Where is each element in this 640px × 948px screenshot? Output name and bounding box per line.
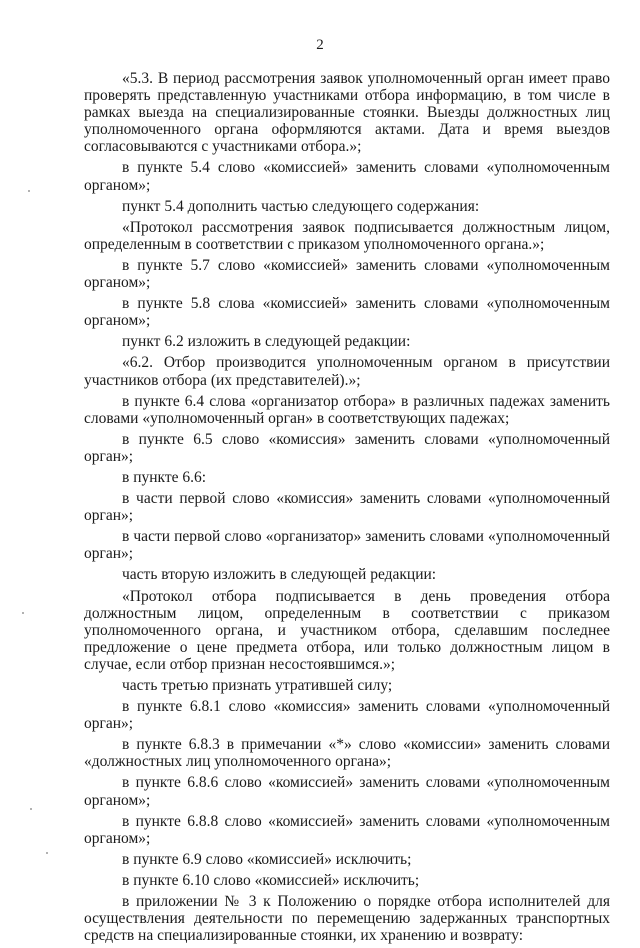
paragraph-6-2-intro: пункт 6.2 изложить в следующей редакции: — [122, 333, 411, 351]
paragraph-6-8-8-amendment: в пункте 6.8.8 слово «комиссией» заменить словами «уполномоченным органом»; — [84, 812, 610, 847]
scan-speck — [22, 612, 24, 614]
paragraph-appendix-3: в приложении № 3 к Положению о порядке отбора исполнителей для осуществления деятельности по перемещению задержанных транспортных средств на специализированные стоянки, их хранению и возврату: — [84, 893, 610, 945]
paragraph-6-4-amendment: в пункте 6.4 слова «организатор отбора» в различных падежах заменить словами «уполномоченный орган» в соответствующих падежах; — [84, 392, 610, 427]
paragraph-5-7-amendment: в пункте 5.7 слово «комиссией» заменить словами «уполномоченным органом»; — [84, 256, 610, 292]
paragraph-5-4-addition: пункт 5.4 дополнить частью следующего содержания: — [122, 197, 480, 215]
paragraph-6-9-amendment: в пункте 6.9 слово «комиссией» исключить; — [122, 850, 412, 868]
paragraph-protocol-selection: «Протокол отбора подписывается в день проведения отбора должностным лицом, определенным в соответствии с приказом уполномоченного органа, и участником отбора, сделавшим последнее предложение о цене предмета отбора, или только должностным лицом в случае, если отбор признан несостоявшимся.»; — [84, 587, 610, 673]
page-number: 2 — [316, 37, 324, 53]
paragraph-6-6-part3: часть третью признать утратившей силу; — [122, 677, 393, 694]
paragraph-5-4-amendment: в пункте 5.4 слово «комиссией» заменить словами «уполномоченным органом»; — [84, 159, 610, 194]
paragraph-6-10-amendment: в пункте 6.10 слово «комиссией» исключить; — [122, 871, 420, 889]
scan-speck — [46, 852, 48, 854]
paragraph-5-3-text: «5.3. В период рассмотрения заявок уполномоченный орган имеет право проверять представленную участниками отбора информацию, в том числе в рамках выезда на специализированные стоянки. Выезды должностных лиц уполномоченного органа оформляются актами. Дата и время выездов согласовываются с участниками отбора.»; — [84, 70, 610, 156]
paragraph-6-6-part2-intro: часть вторую изложить в следующей редакции: — [122, 566, 437, 584]
paragraph-5-8-amendment: в пункте 5.8 слова «комиссией» заменить словами «уполномоченным органом»; — [84, 295, 610, 330]
document-body — [84, 70, 610, 948]
paragraph-protocol-review: «Протокол рассмотрения заявок подписывается должностным лицом, определенным в соответствии с приказом уполномоченного органа.»; — [84, 218, 610, 253]
paragraph-6-8-1-amendment: в пункте 6.8.1 слово «комиссия» заменить словами «уполномоченный орган»; — [84, 698, 610, 733]
paragraph-6-8-3-amendment: в пункте 6.8.3 в примечании «*» слово «комиссии» заменить словами «должностных лиц уполномоченного органа»; — [84, 736, 610, 771]
paragraph-6-6-part1-organizer: в части первой слово «организатор» заменить словами «уполномоченный орган»; — [84, 528, 610, 563]
paragraph-6-2-text: «6.2. Отбор производится уполномоченным органом в присутствии участников отбора (их представителей).»; — [84, 354, 610, 389]
paragraph-6-5-amendment: в пункте 6.5 слово «комиссия» заменить словами «уполномоченный орган»; — [84, 430, 610, 465]
paragraph-6-8-6-amendment: в пункте 6.8.6 слово «комиссией» заменить словами «уполномоченным органом»; — [84, 774, 610, 809]
paragraph-6-6-part1-commission: в части первой слово «комиссия» заменить словами «уполномоченный орган»; — [84, 490, 610, 525]
scan-speck — [28, 190, 30, 192]
scan-speck — [30, 808, 32, 810]
paragraph-6-6-intro: в пункте 6.6: — [122, 468, 207, 486]
